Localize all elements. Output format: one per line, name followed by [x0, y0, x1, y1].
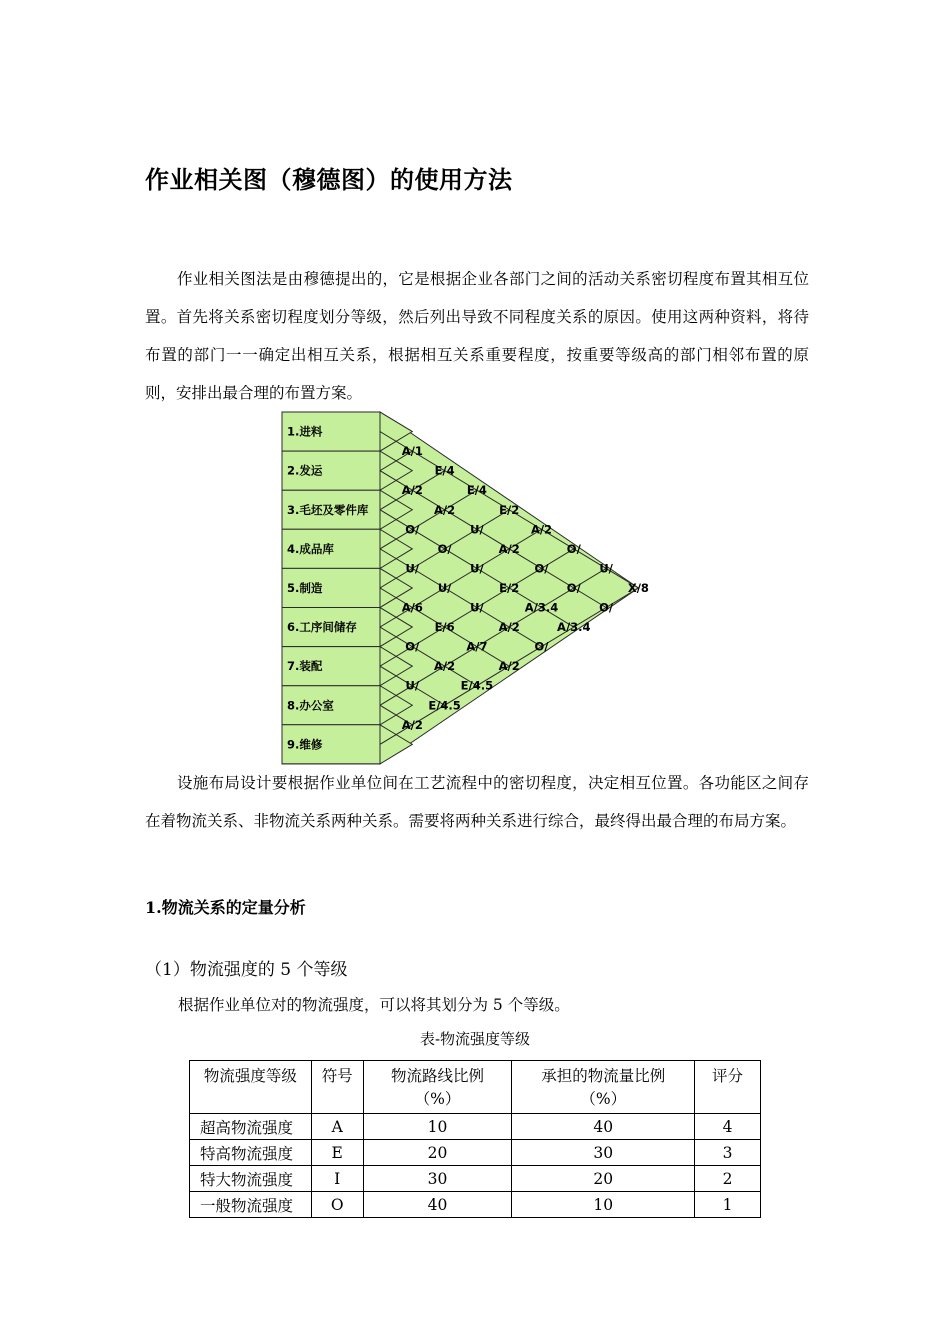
table-row [190, 1140, 761, 1166]
table-header-cell: 符号 [311, 1061, 363, 1114]
table-cell: 20 [363, 1140, 512, 1166]
table-cell: 特大物流强度 [190, 1166, 312, 1192]
table-cell: 一般物流强度 [190, 1192, 312, 1218]
relationship-code: U/ [599, 561, 613, 576]
table-caption: 表-物流强度等级 [419, 1030, 531, 1048]
relationship-code: O/ [437, 541, 452, 556]
table-header-cell: 物流路线比例 （%） [363, 1061, 512, 1114]
subsection-heading: （1）物流强度的 5 个等级 [145, 960, 348, 980]
department-label: 6.工序间储存 [287, 620, 357, 635]
relationship-code: O/ [534, 561, 549, 576]
table-header-cell: 物流强度等级 [190, 1061, 312, 1114]
relationship-code: A/2 [434, 659, 456, 674]
relationship-code: O/ [566, 580, 581, 595]
relationship-code: U/ [470, 561, 484, 576]
relationship-code: A/2 [498, 659, 520, 674]
relationship-code: O/ [534, 639, 549, 654]
relationship-code: A/3.4 [524, 600, 559, 615]
relationship-code: U/ [470, 522, 484, 537]
table-cell: 10 [363, 1114, 512, 1140]
table-cell: 3 [695, 1140, 761, 1166]
table-cell: 40 [363, 1192, 512, 1218]
intro-paragraph: 作业相关图法是由穆德提出的，它是根据企业各部门之间的活动关系密切程度布置其相互位置。首先将关系密切程度划分等级，然后列出导致不同程度关系的原因。使用这两种资料，将待布置的部门一一确定出相互关系，根据相互关系重要程度，按重要等级高的部门相邻布置的原则，安排出最合理的布置方案。 [145, 270, 809, 402]
table-cell: 30 [512, 1140, 695, 1166]
department-label: 2.发运 [287, 463, 323, 478]
department-label: 9.维修 [287, 737, 323, 752]
relationship-code: U/ [405, 561, 420, 576]
section-heading: 1.物流关系的定量分析 [145, 898, 306, 917]
department-label: 3.毛坯及零件库 [287, 502, 369, 517]
relationship-code: E/6 [434, 620, 455, 635]
relationship-code: U/ [470, 600, 484, 615]
relationship-code: A/6 [401, 600, 423, 615]
table-cell: 2 [695, 1166, 761, 1192]
relationship-code: A/2 [401, 483, 423, 498]
relationship-code: O/ [405, 522, 420, 537]
table-cell: A [311, 1114, 363, 1140]
table-cell: I [311, 1166, 363, 1192]
table-cell: 30 [363, 1166, 512, 1192]
relationship-code: E/2 [499, 502, 520, 517]
relationship-code: O/ [599, 600, 614, 615]
relationship-code: A/2 [498, 541, 520, 556]
table-header-cell: 承担的物流量比例 （%） [512, 1061, 695, 1114]
relationship-code: A/2 [530, 522, 553, 537]
table-cell: 40 [512, 1114, 695, 1140]
layout-paragraph: 设施布局设计要根据作业单位间在工艺流程中的密切程度，决定相互位置。各功能区之间存在着物流关系、非物流关系两种关系。需要将两种关系进行综合，最终得出最合理的布局方案。 [145, 774, 809, 830]
department-label: 5.制造 [287, 580, 323, 595]
page-title: 作业相关图（穆德图）的使用方法 [145, 166, 513, 194]
relationship-code: A/2 [434, 502, 456, 517]
relationship-code: U/ [437, 580, 452, 595]
relationship-code: E/2 [499, 580, 520, 595]
table-row [190, 1114, 761, 1140]
relationship-code: U/ [405, 678, 420, 693]
table-cell: 4 [695, 1114, 761, 1140]
relationship-code: O/ [566, 541, 581, 556]
table-cell: 20 [512, 1166, 695, 1192]
table-cell: 超高物流强度 [190, 1114, 312, 1140]
relationship-code: A/2 [401, 717, 423, 732]
relationship-code: A/2 [498, 620, 520, 635]
relationship-code: E/4 [466, 483, 487, 498]
relationship-code: E/4.5 [428, 698, 461, 713]
table-row [190, 1166, 761, 1192]
table-header-row [190, 1061, 761, 1114]
relationship-code: O/ [405, 639, 420, 654]
table-cell: 10 [512, 1192, 695, 1218]
relationship-code: E/4 [434, 463, 455, 478]
relationship-code: A/3.4 [557, 620, 591, 635]
table-cell: 特高物流强度 [190, 1140, 312, 1166]
department-label: 4.成品库 [287, 541, 334, 556]
relationship-code: A/1 [401, 444, 423, 459]
table-cell: 1 [695, 1192, 761, 1218]
relationship-code: E/4.5 [460, 678, 494, 693]
logistics-intensity-table [189, 1060, 761, 1218]
relationship-code: A/7 [466, 639, 488, 654]
department-label: 8.办公室 [287, 698, 334, 713]
table-header-cell: 评分 [695, 1061, 761, 1114]
table-cell: O [311, 1192, 363, 1218]
relationship-code: X/8 [627, 580, 649, 595]
department-label: 1.进料 [287, 424, 323, 439]
department-label: 7.装配 [287, 659, 323, 674]
grading-paragraph: 根据作业单位对的物流强度，可以将其划分为 5 个等级。 [178, 996, 570, 1014]
table-row [190, 1192, 761, 1218]
table-cell: E [311, 1140, 363, 1166]
